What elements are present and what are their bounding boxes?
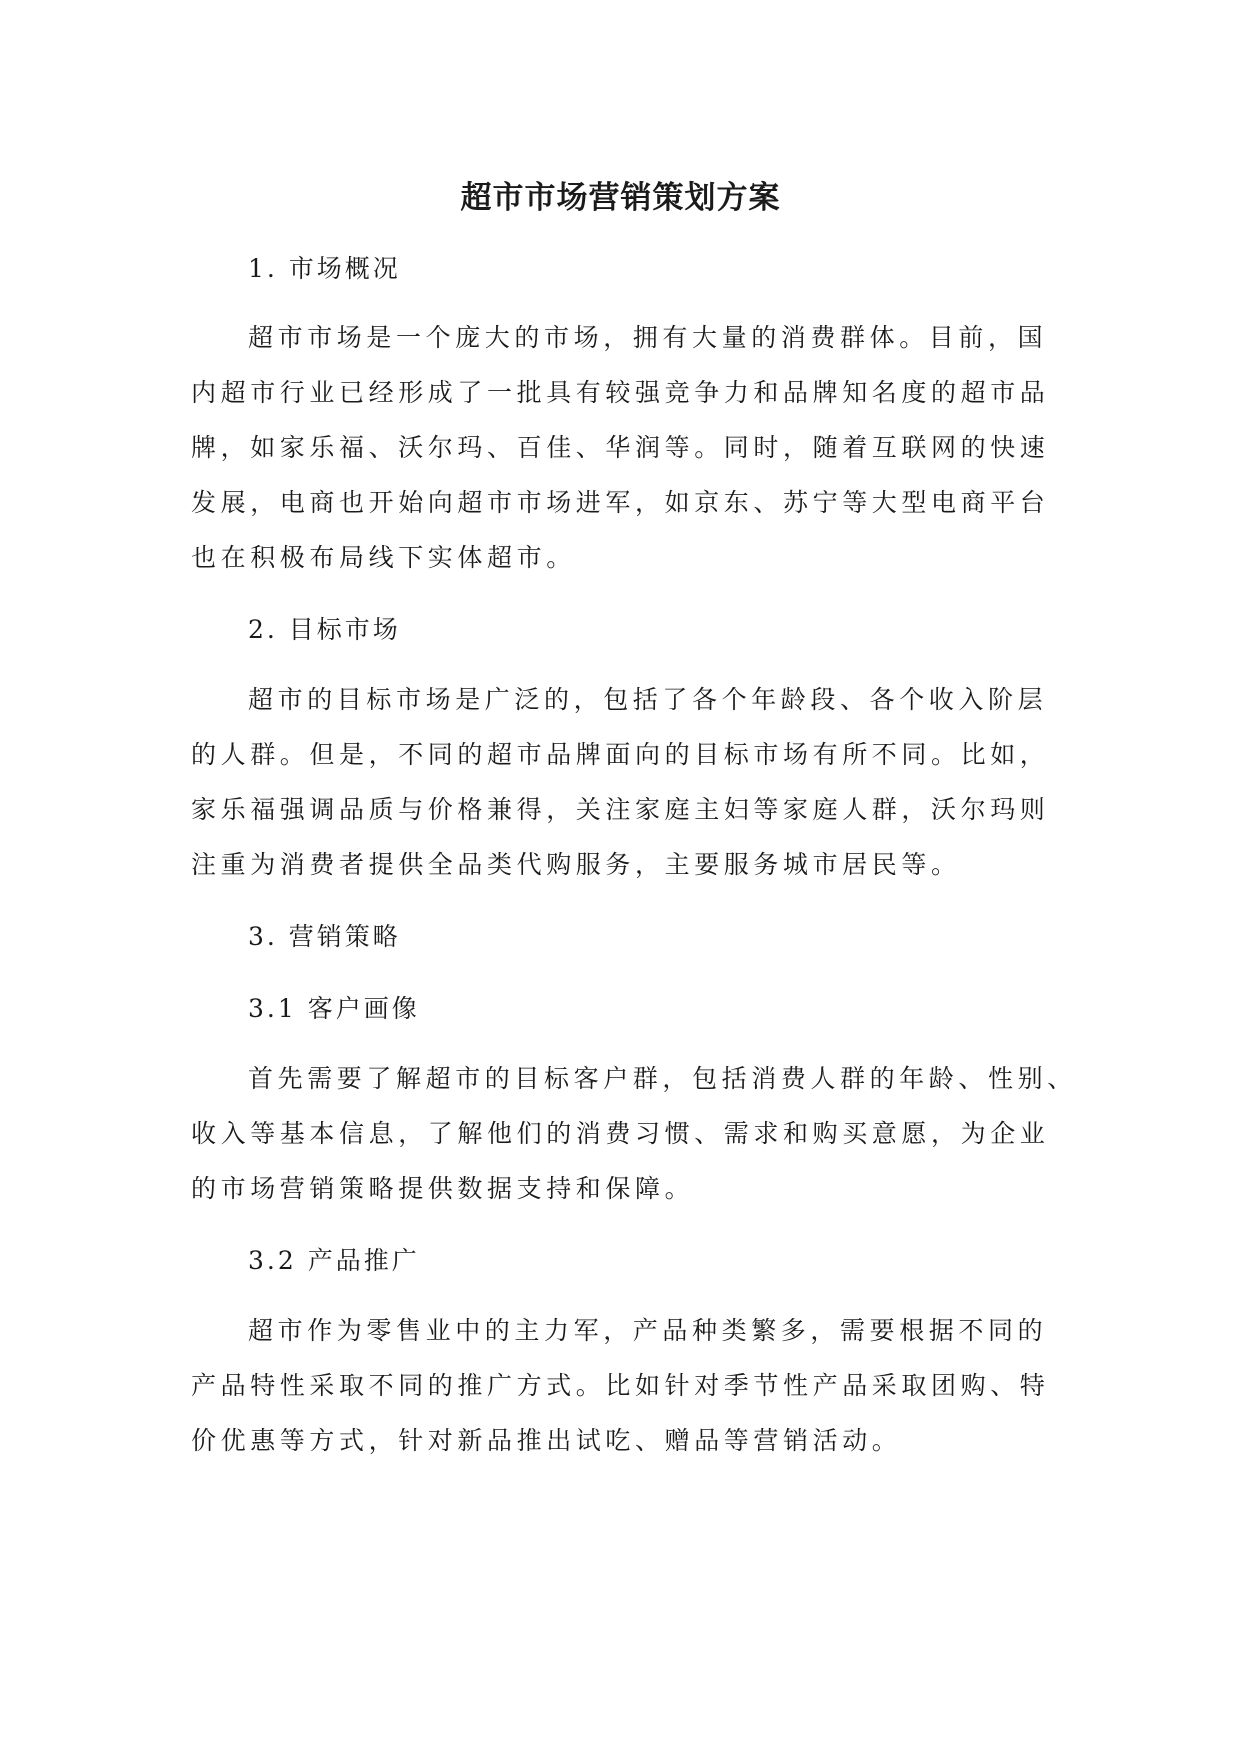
paragraph-line: 超市作为零售业中的主力军，产品种类繁多，需要根据不同的 <box>248 1316 1048 1345</box>
paragraph-line: 超市市场是一个庞大的市场，拥有大量的消费群体。目前，国 <box>248 323 1048 352</box>
paragraph-line: 牌，如家乐福、沃尔玛、百佳、华润等。同时，随着互联网的快速 <box>191 433 1050 462</box>
paragraph-line: 家乐福强调品质与价格兼得，关注家庭主妇等家庭人群，沃尔玛则 <box>191 795 1050 824</box>
paragraph-line: 发展，电商也开始向超市市场进军，如京东、苏宁等大型电商平台 <box>191 488 1050 517</box>
paragraph-line: 内超市行业已经形成了一批具有较强竞争力和品牌知名度的超市品 <box>191 378 1050 407</box>
subsection-heading-customer-profile: 3.1 客户画像 <box>248 994 420 1023</box>
paragraph-line: 首先需要了解超市的目标客户群，包括消费人群的年龄、性别、 <box>248 1064 1077 1093</box>
paragraph-line: 价优惠等方式，针对新品推出试吃、赠品等营销活动。 <box>191 1426 902 1455</box>
subsection-heading-product-promotion: 3.2 产品推广 <box>248 1246 420 1275</box>
paragraph-line: 产品特性采取不同的推广方式。比如针对季节性产品采取团购、特 <box>191 1371 1050 1400</box>
paragraph-line: 超市的目标市场是广泛的，包括了各个年龄段、各个收入阶层 <box>248 685 1048 714</box>
paragraph-line: 的人群。但是，不同的超市品牌面向的目标市场有所不同。比如， <box>191 740 1050 769</box>
section-heading-market-overview: 1. 市场概况 <box>248 254 401 283</box>
section-heading-target-market: 2. 目标市场 <box>248 615 401 644</box>
section-heading-marketing-strategy: 3. 营销策略 <box>248 922 401 951</box>
paragraph-line: 注重为消费者提供全品类代购服务，主要服务城市居民等。 <box>191 850 961 879</box>
paragraph-line: 也在积极布局线下实体超市。 <box>191 543 576 572</box>
document-title: 超市市场营销策划方案 <box>460 180 781 216</box>
paragraph-line: 收入等基本信息，了解他们的消费习惯、需求和购买意愿，为企业 <box>191 1119 1050 1148</box>
paragraph-line: 的市场营销策略提供数据支持和保障。 <box>191 1174 695 1203</box>
